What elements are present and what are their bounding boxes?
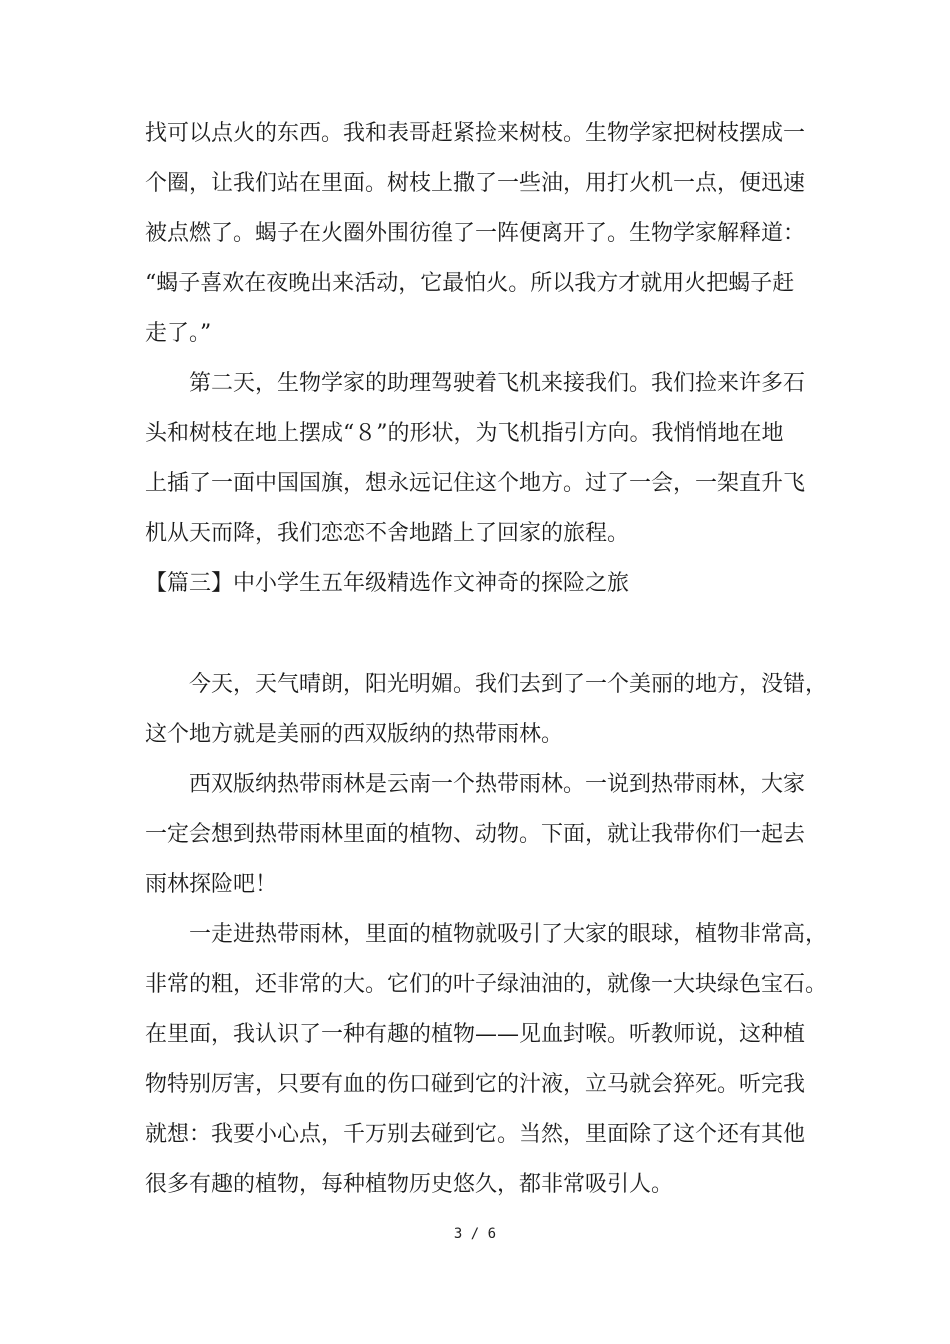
text-line: 上插了一面中国国旗，想永远记住这个地方。过了一会，一架直升飞 [145,471,806,496]
text-line: 在里面，我认识了一种有趣的植物——见血封喉。听教师说，这种植 [145,1022,806,1047]
text-line: 非常的粗，还非常的大。它们的叶子绿油油的，就像一大块绿色宝石。 [145,972,828,997]
paragraph-first-line: 第二天，生物学家的助理驾驶着飞机来接我们。我们捡来许多石 [189,371,806,396]
text-line: 头和树枝在地上摆成“８”的形状，为飞机指引方向。我悄悄地在地 [145,421,784,446]
text-line: 这个地方就是美丽的西双版纳的热带雨林。 [145,722,564,747]
text-line: 被点燃了。蝎子在火圈外围彷徨了一阵便离开了。生物学家解释道： [145,221,806,246]
paragraph-first-line: 一走进热带雨林，里面的植物就吸引了大家的眼球，植物非常高， [189,922,828,947]
text-line: 物特别厉害，只要有血的伤口碰到它的汁液，立马就会猝死。听完我 [145,1072,806,1097]
text-line: 走了。” [145,321,212,346]
text-line: 个圈，让我们站在里面。树枝上撒了一些油，用打火机一点，便迅速 [145,171,806,196]
text-line: 找可以点火的东西。我和表哥赶紧捡来树枝。生物学家把树枝摆成一 [145,121,806,146]
text-line: “蝎子喜欢在夜晚出来活动，它最怕火。所以我方才就用火把蝎子赶 [145,271,795,296]
text-line: 很多有趣的植物，每种植物历史悠久，都非常吸引人。 [145,1172,674,1197]
text-line: 一定会想到热带雨林里面的植物、动物。下面，就让我带你们一起去 [145,822,806,847]
section-heading: 【篇三】中小学生五年级精选作文神奇的探险之旅 [145,571,630,596]
page-number: 3 / 6 [453,1226,497,1242]
text-line: 雨林探险吧！ [145,872,278,897]
text-line: 机从天而降，我们恋恋不舍地踏上了回家的旅程。 [145,521,630,546]
paragraph-first-line: 西双版纳热带雨林是云南一个热带雨林。一说到热带雨林，大家 [189,772,806,797]
paragraph-first-line: 今天，天气晴朗，阳光明媚。我们去到了一个美丽的地方，没错， [189,672,828,697]
text-line: 就想：我要小心点，千万别去碰到它。当然，里面除了这个还有其他 [145,1122,806,1147]
